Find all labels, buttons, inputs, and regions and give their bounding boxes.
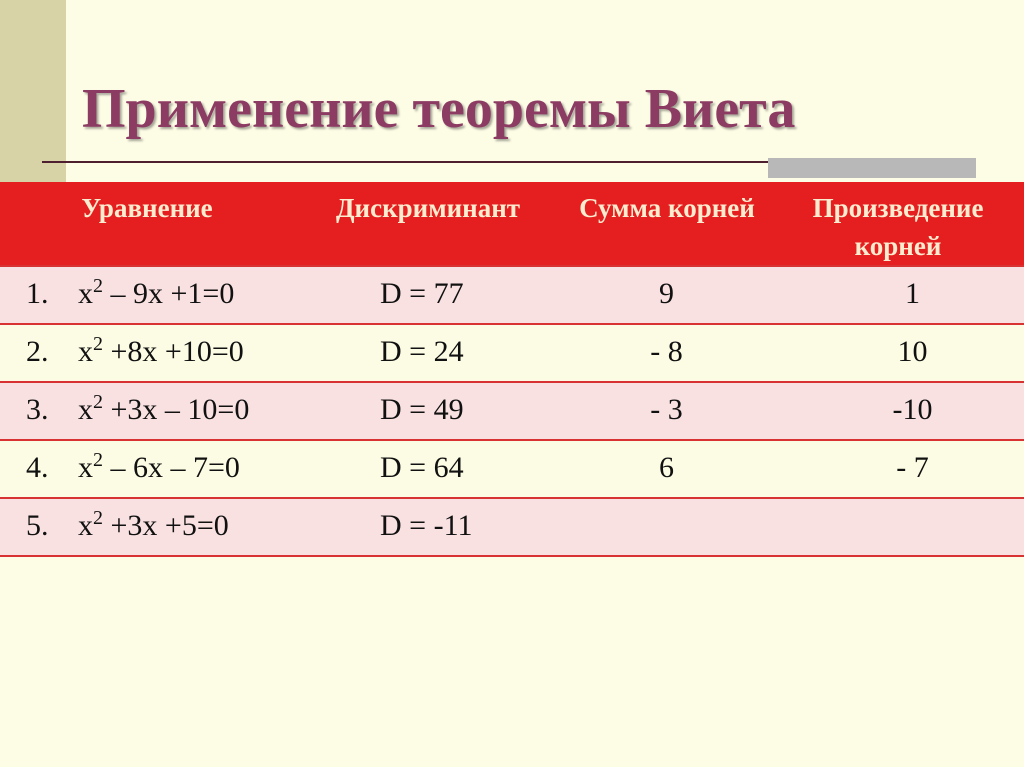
discriminant-cell: D = -11 xyxy=(380,509,473,542)
equation-cell xyxy=(0,440,294,498)
product-cell xyxy=(772,498,1024,556)
header-discriminant: Дискриминант xyxy=(335,193,521,223)
equation-rest: – 9x +1=0 xyxy=(103,277,235,310)
product-cell: 1 xyxy=(905,277,920,310)
equation-rest: +3x – 10=0 xyxy=(103,393,250,426)
vieta-table xyxy=(0,182,1024,557)
row-number: 5. xyxy=(26,509,49,542)
product-cell: 10 xyxy=(897,335,928,368)
equation-rest: +3x +5=0 xyxy=(103,509,229,542)
slide-title: Применение теоремы Виета xyxy=(82,78,796,140)
sum-cell: 9 xyxy=(659,277,674,310)
table-row xyxy=(0,498,1024,556)
table-body xyxy=(0,266,1024,556)
equation-cell xyxy=(0,498,294,556)
title-accent-bar xyxy=(768,158,976,178)
equation-exponent: 2 xyxy=(93,275,103,297)
decorative-side-band xyxy=(0,0,66,183)
table-row xyxy=(0,266,1024,324)
header-sum: Сумма корней xyxy=(579,193,755,223)
discriminant-cell: D = 77 xyxy=(380,277,464,310)
equation-base: x xyxy=(78,509,93,542)
equation-cell xyxy=(0,382,294,440)
equation-rest: – 6x – 7=0 xyxy=(103,451,240,484)
equation-rest: +8x +10=0 xyxy=(103,335,244,368)
header-row xyxy=(0,182,1024,266)
header-product: Произведение корней xyxy=(812,193,984,261)
table-row xyxy=(0,440,1024,498)
equation-exponent: 2 xyxy=(93,507,103,529)
equation-base: x xyxy=(78,335,93,368)
row-number: 4. xyxy=(26,451,49,484)
sum-cell: 6 xyxy=(659,451,674,484)
table-row xyxy=(0,382,1024,440)
row-number: 3. xyxy=(26,393,49,426)
product-cell: -10 xyxy=(892,393,933,426)
discriminant-cell: D = 49 xyxy=(380,393,464,426)
table-row xyxy=(0,324,1024,382)
sum-cell: - 8 xyxy=(650,335,683,368)
equation-cell xyxy=(0,266,294,324)
equation-exponent: 2 xyxy=(93,391,103,413)
equation-base: x xyxy=(78,451,93,484)
row-number: 2. xyxy=(26,335,49,368)
discriminant-cell: D = 24 xyxy=(380,335,464,368)
row-number: 1. xyxy=(26,277,49,310)
header-equation: Уравнение xyxy=(81,193,213,223)
equation-cell xyxy=(0,324,294,382)
sum-cell: - 3 xyxy=(650,393,683,426)
table-header xyxy=(0,182,1024,266)
equation-base: x xyxy=(78,393,93,426)
equation-exponent: 2 xyxy=(93,333,103,355)
equation-base: x xyxy=(78,277,93,310)
sum-cell xyxy=(562,498,772,556)
product-cell: - 7 xyxy=(896,451,929,484)
discriminant-cell: D = 64 xyxy=(380,451,464,484)
equation-exponent: 2 xyxy=(93,449,103,471)
